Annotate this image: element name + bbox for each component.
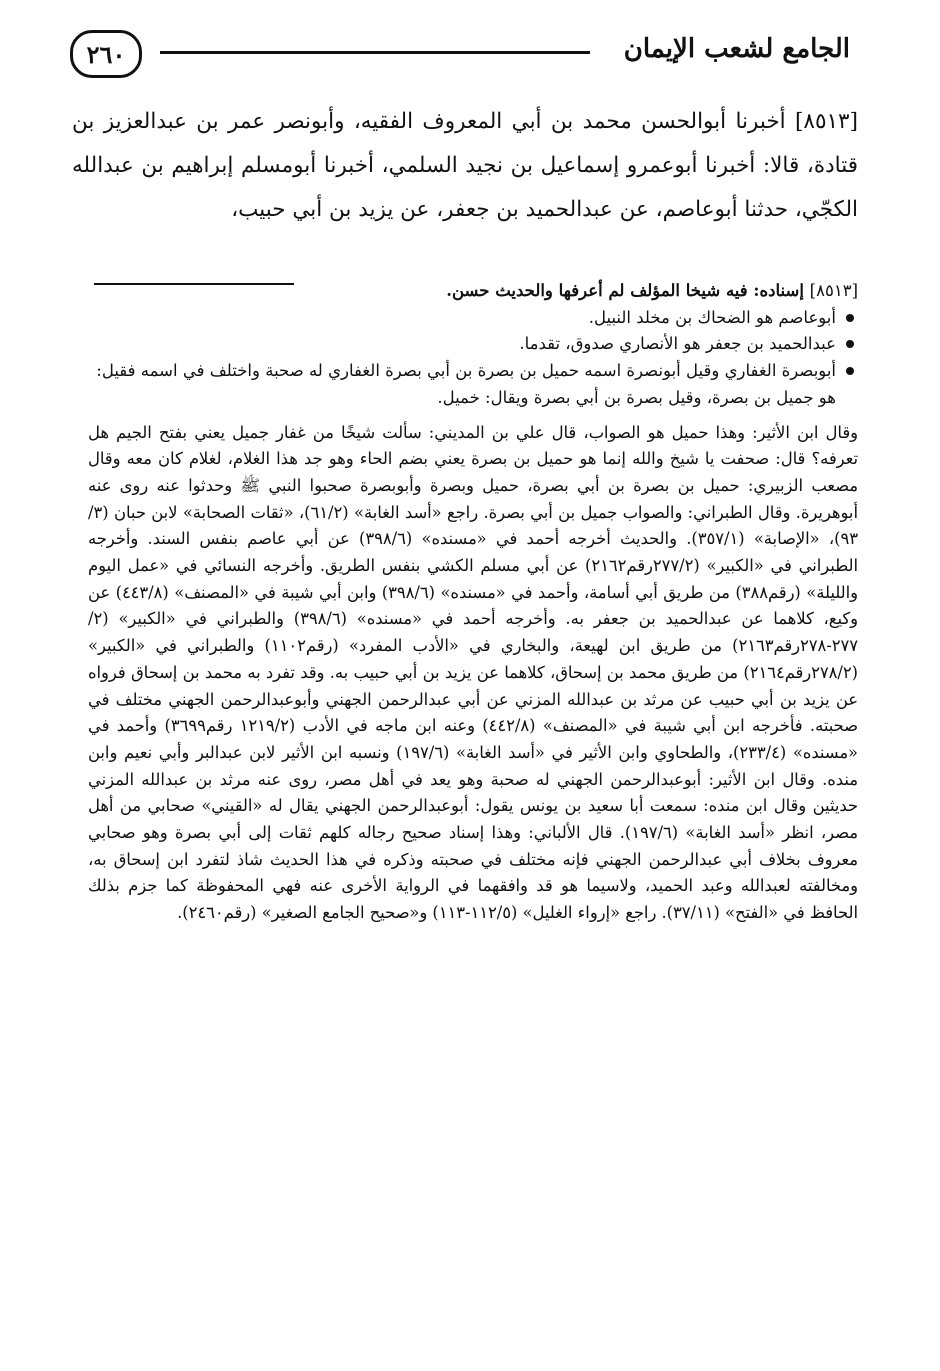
list-item-text: أبوبصرة الغفاري وقيل أبونصرة اسمه حميل بن بصرة بن أبي بصرة الغفاري له صحبة واختلف في اسمه فقيل: هو جميل بن بصرة، وقيل بصرة بن أبي بصرة ويقال: خميل. bbox=[96, 361, 836, 407]
list-item-text: عبدالحميد بن جعفر هو الأنصاري صدوق، تقدما. bbox=[519, 334, 836, 354]
footnote-heading-text: إسناده: فيه شيخا المؤلف لم أعرفها والحديث حسن. bbox=[446, 281, 804, 300]
footnote-number: [٨٥١٣] bbox=[809, 281, 858, 300]
header-rule bbox=[160, 51, 590, 54]
bullet-icon bbox=[846, 340, 854, 348]
footnote-heading bbox=[88, 278, 858, 305]
hadith-number: [٨٥١٣] bbox=[795, 109, 858, 134]
narrator-list bbox=[88, 305, 858, 412]
footnote-commentary: وقال ابن الأثير: وهذا حميل هو الصواب، قال علي بن المديني: سألت شيخًا من غفار جميل يعني بفتح الجيم هل تعرفه؟ قال: صحفت يا شيخ والله إنما هو حميل بن بصرة يعني بضم الحاء وهو جد هذا الغلام، لغلام كان معه وقال مصعب الزبيري: حميل بن بصرة بن أبي بصرة، حميل وبصرة وأبوبصرة صحبوا النبي ﷺ وحدثوا عنه روى عنه أبوهريرة. وقال الطبراني: والصواب جميل بن أبي بصرة. راجع «أسد الغابة» (٦١/٢)، «ثقات الصحابة» لابن حبان (٣/ ٩٣)، «الإصابة» (٣٥٧/١). والحديث أخرجه أحمد في «مسنده» (٣٩٨/٦) عن أبي عاصم بنفس السند. وأخرجه الطبراني في «الكبير» (٢٧٧/٢رقم٢١٦٢) عن أبي مسلم الكشي بنفس الطريق. وأخرجه النسائي في «عمل اليوم والليلة» (رقم٣٨٨) من طريق أبي أسامة، وأحمد في «مسنده» (٣٩٨/٦) وابن أبي شيبة في «المصنف» (٤٤٣/٨) عن وكيع، كلاهما عن عبدالحميد بن جعفر به. وأخرجه أحمد في «مسنده» (٣٩٨/٦) والطبراني في «الكبير» (٢/ ٢٧٧-٢٧٨رقم٢١٦٣) من طريق ابن لهيعة، والبخاري في «الأدب المفرد» (رقم١١٠٢) والطبراني في «الكبير» (٢٧٨/٢رقم٢١٦٤) من طريق محمد بن إسحاق، كلاهما عن يزيد بن أبي حبيب به. وقد تفرد به محمد بن إسحاق فرواه عن يزيد بن أبي حبيب عن مرثد بن عبدالله المزني عن أبي عبدالرحمن الجهني وأبوعبدالرحمن الجهني مختلف في صحبته. فأخرجه ابن أبي شيبة في «المصنف» (٤٤٢/٨) وعنه ابن ماجه في الأدب (١٢١٩/٢ رقم٣٦٩٩) وأحمد في «مسنده» (٢٣٣/٤)، والطحاوي وابن الأثير في «أسد الغابة» (١٩٧/٦) ونسبه ابن الأثير لابن عبدالبر وأبي نعيم وابن منده. وقال ابن الأثير: أبوعبدالرحمن الجهني له صحبة وهو يعد في أهل مصر، روى عنه مرثد بن عبدالله المزني حديثين وقال ابن منده: سمعت أبا سعيد بن يونس يقول: أبوعبدالرحمن الجهني يقال له «القيني» صحابي من أهل مصر، انظر «أسد الغابة» (١٩٧/٦). قال الألباني: وهذا إسناد صحيح رجاله كلهم ثقات إلى أبي بصرة وهو صحابي معروف بخلاف أبي عبدالرحمن الجهني فإنه مختلف في صحبته وذكره في هذا الحديث شاذ لتفرد ابن إسحاق به، ومخالفته لعبدالله وعبد الحميد، ولاسيما هو قد وافقهما في الرواية الأخرى عنه فهي المحفوظة كما جزم بذلك الحافظ في «الفتح» (٣٧/١١). راجع «إرواء الغليل» (١١٢/٥-١١٣) و«صحيح الجامع الصغير» (رقم٢٤٦٠). bbox=[88, 422, 859, 923]
footnote bbox=[88, 278, 858, 927]
page-header bbox=[70, 26, 850, 82]
list-item bbox=[88, 331, 858, 358]
page-number-badge: ٢٦٠ bbox=[70, 30, 142, 78]
bullet-icon bbox=[846, 367, 854, 375]
bullet-icon bbox=[846, 314, 854, 322]
hadith-text bbox=[72, 100, 858, 232]
hadith-body: أخبرنا أبوالحسن محمد بن أبي المعروف الفقيه، وأبونصر عمر بن عبدالعزيز بن قتادة، قالا: أخبرنا أبوعمرو إسماعيل بن نجيد السلمي، أخبرنا أبومسلم إبراهيم بن عبدالله الكجّي، حدثنا أبوعاصم، عن عبدالحميد بن جعفر، عن يزيد بن أبي حبيب، bbox=[72, 109, 858, 222]
list-item bbox=[88, 305, 858, 332]
list-item bbox=[88, 358, 858, 411]
list-item-text: أبوعاصم هو الضحاك بن مخلد النبيل. bbox=[588, 307, 836, 327]
running-title: الجامع لشعب الإيمان bbox=[623, 34, 850, 64]
